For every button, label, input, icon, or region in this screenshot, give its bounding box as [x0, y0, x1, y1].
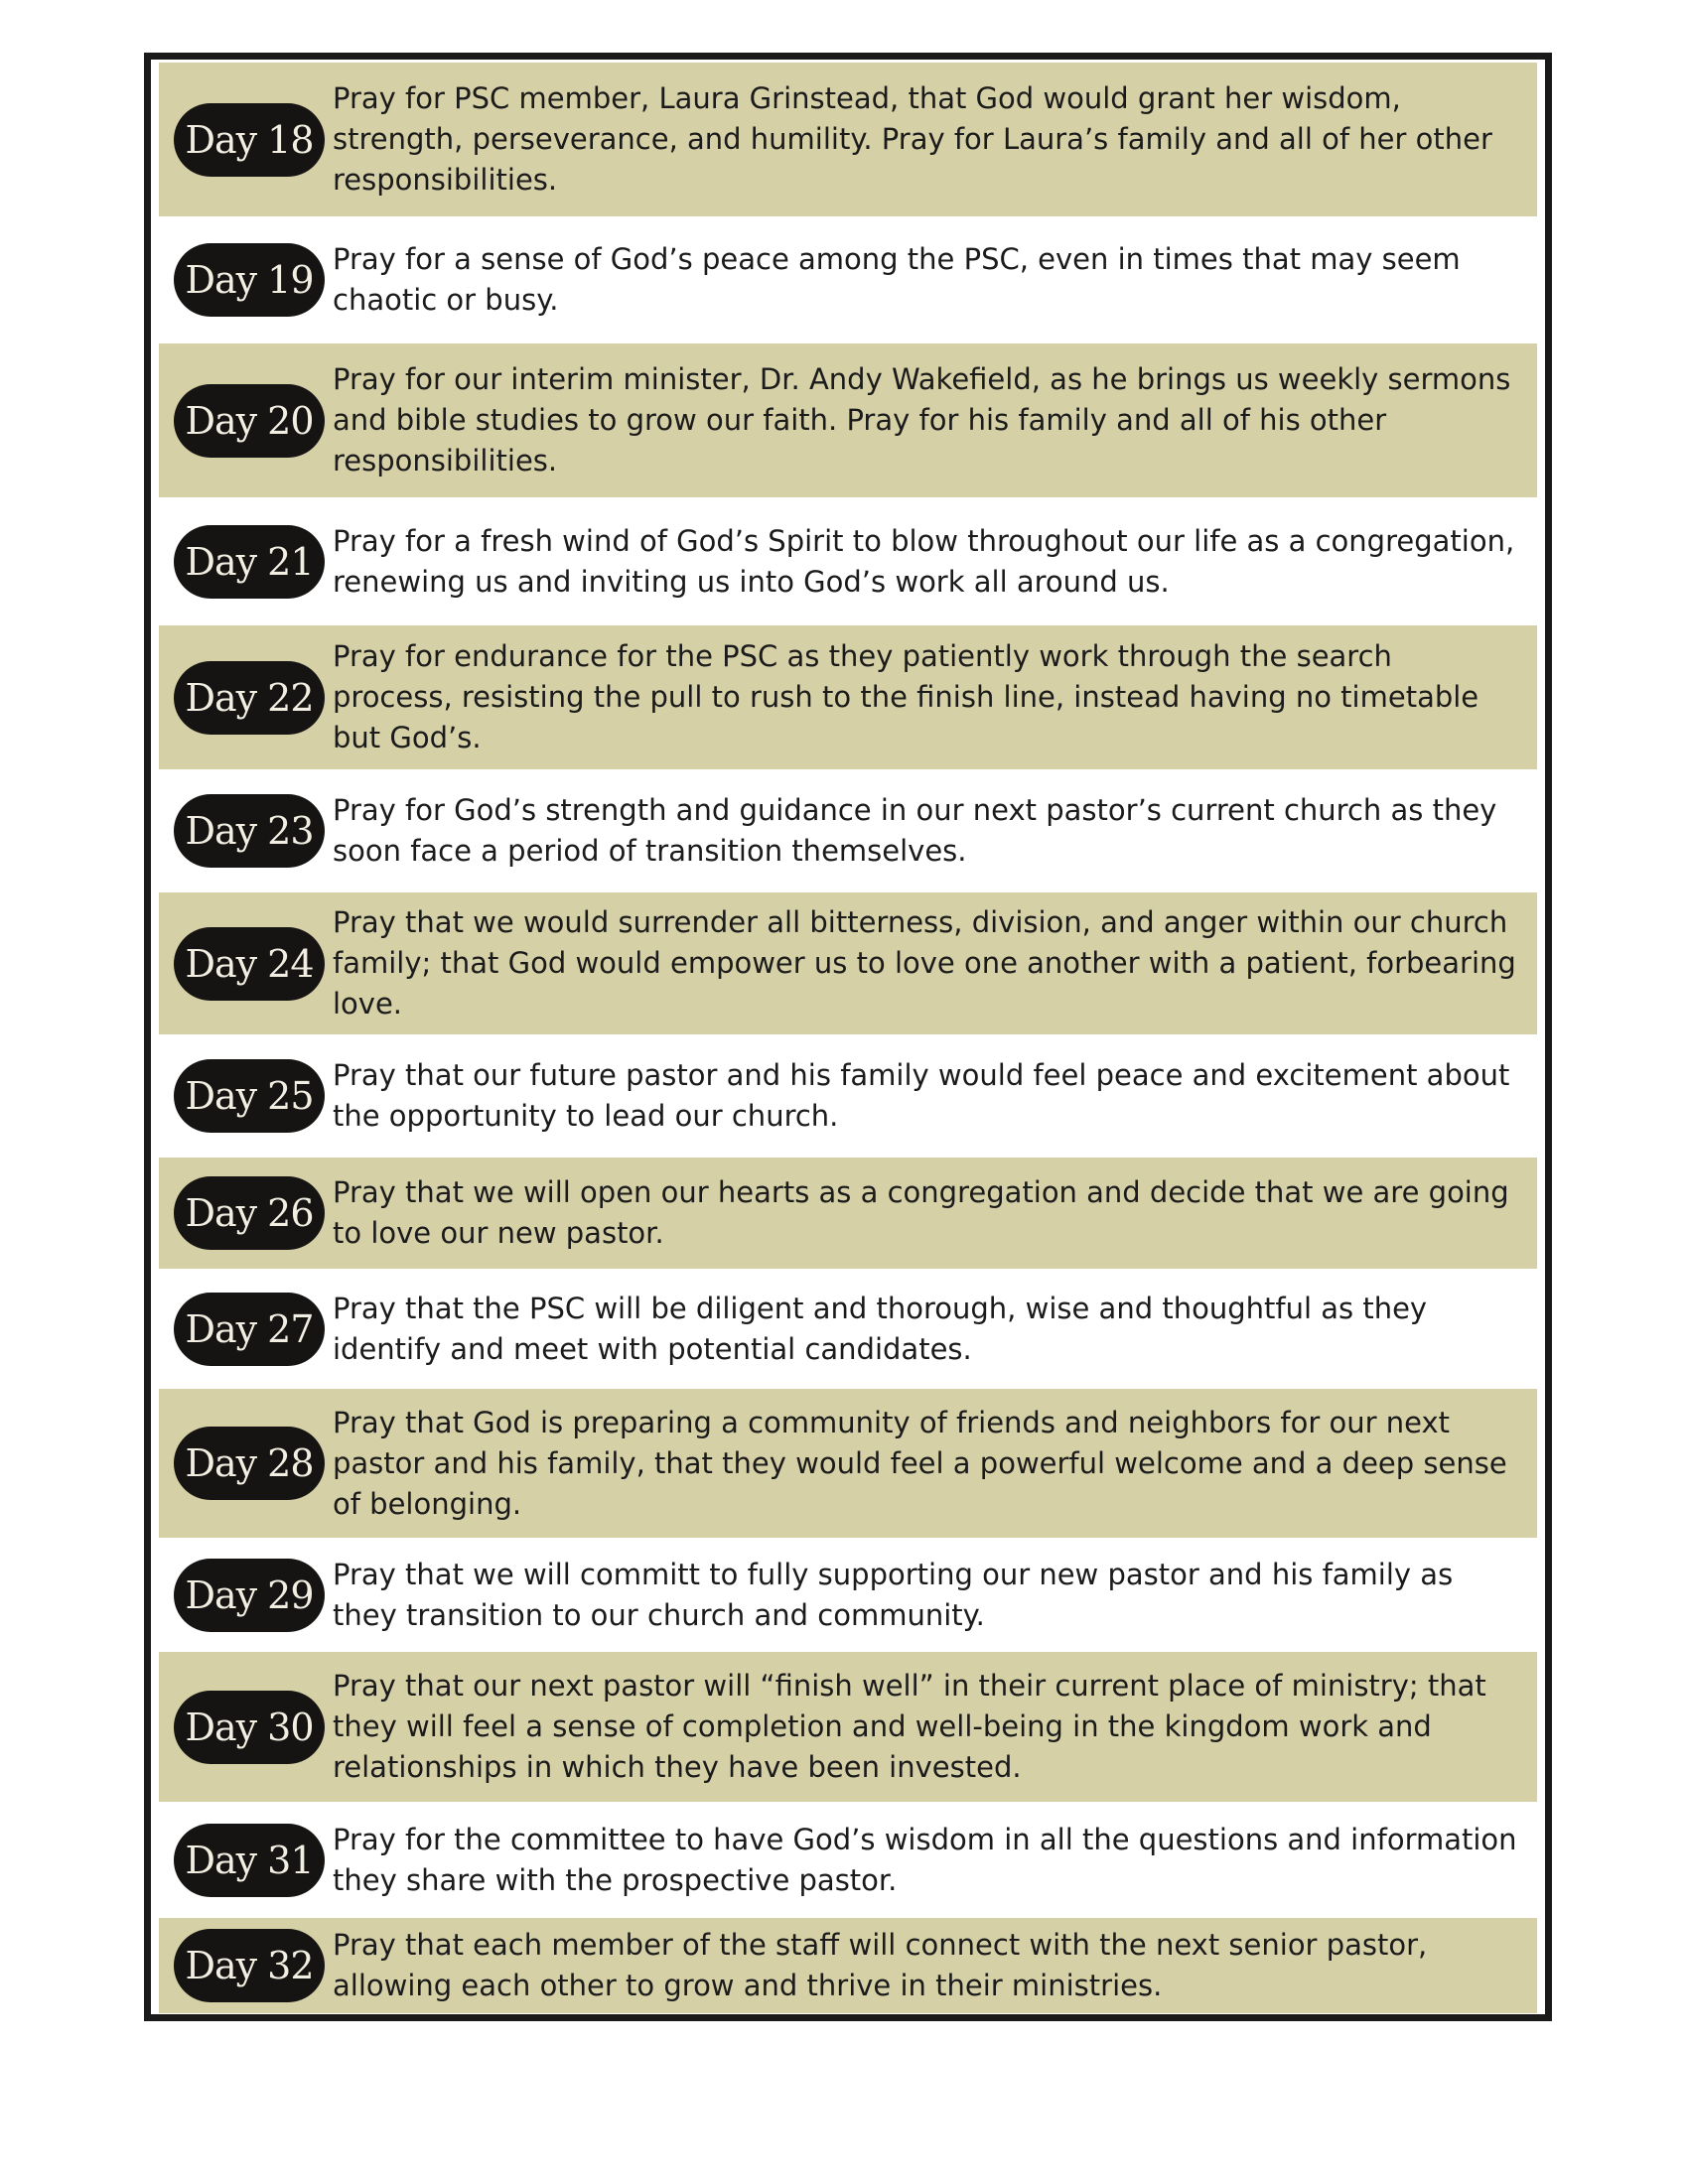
day-badge: Day 18	[174, 103, 325, 177]
day-row-26	[159, 1158, 1537, 1269]
prayer-calendar-frame	[144, 53, 1552, 2021]
day-badge: Day 32	[174, 1929, 325, 2002]
day-badge: Day 30	[174, 1691, 325, 1764]
prayer-text: Pray that our next pastor will “finish well” in their current place of ministry; that they will feel a sense of completion and well-being in the kingdom work and relationships in which they have been invested.	[333, 1669, 1486, 1784]
day-badge: Day 24	[174, 927, 325, 1001]
day-badge: Day 31	[174, 1824, 325, 1897]
day-row-30	[159, 1652, 1537, 1802]
day-badge: Day 25	[174, 1059, 325, 1133]
day-row-25	[159, 1034, 1537, 1158]
day-row-23	[159, 769, 1537, 892]
prayer-text: Pray for endurance for the PSC as they patiently work through the search process, resisting the pull to rush to the finish line, instead having no timetable but God’s.	[333, 639, 1479, 754]
prayer-text: Pray for PSC member, Laura Grinstead, that God would grant her wisdom, strength, perseverance, and humility. Pray for Laura’s family and all of her other responsibilities.	[333, 81, 1492, 197]
day-badge: Day 29	[174, 1559, 325, 1632]
prayer-text: Pray for the committee to have God’s wisdom in all the questions and information they share with the prospective pastor.	[333, 1822, 1517, 1897]
day-row-28	[159, 1389, 1537, 1538]
prayer-text: Pray for a fresh wind of God’s Spirit to blow throughout our life as a congregation, renewing us and inviting us into God’s work all around us.	[333, 523, 1515, 599]
day-badge: Day 27	[174, 1293, 325, 1366]
day-row-24	[159, 892, 1537, 1034]
day-badge: Day 28	[174, 1427, 325, 1500]
prayer-text: Pray that we will committ to fully supporting our new pastor and his family as they transition to our church and community.	[333, 1557, 1454, 1632]
prayer-text: Pray that we will open our hearts as a congregation and decide that we are going to love our new pastor.	[333, 1175, 1509, 1250]
day-row-20	[159, 343, 1537, 497]
day-badge: Day 19	[174, 243, 325, 317]
day-row-19	[159, 216, 1537, 343]
day-badge: Day 22	[174, 661, 325, 735]
prayer-text: Pray for a sense of God’s peace among the PSC, even in times that may seem chaotic or busy.	[333, 242, 1461, 317]
day-badge: Day 23	[174, 794, 325, 868]
day-badge: Day 20	[174, 384, 325, 458]
prayer-text: Pray that God is preparing a community of friends and neighbors for our next pastor and his family, that they would feel a powerful welcome and a deep sense of belonging.	[333, 1405, 1507, 1521]
day-badge: Day 21	[174, 525, 325, 599]
day-row-32	[159, 1918, 1537, 2013]
prayer-text: Pray for our interim minister, Dr. Andy Wakefield, as he brings us weekly sermons and bible studies to grow our faith. Pray for his family and all of his other responsibilities.	[333, 362, 1511, 478]
day-row-27	[159, 1269, 1537, 1389]
day-row-31	[159, 1802, 1537, 1918]
prayer-text: Pray that we would surrender all bitterness, division, and anger within our church family; that God would empower us to love one another with a patient, forbearing love.	[333, 905, 1516, 1021]
day-badge: Day 26	[174, 1176, 325, 1250]
prayer-text: Pray that each member of the staff will connect with the next senior pastor, allowing each other to grow and thrive in their ministries.	[333, 1928, 1428, 2002]
prayer-text: Pray that our future pastor and his family would feel peace and excitement about the opportunity to lead our church.	[333, 1058, 1510, 1133]
day-row-29	[159, 1538, 1537, 1652]
day-row-18	[159, 63, 1537, 216]
prayer-text: Pray that the PSC will be diligent and thorough, wise and thoughtful as they identify and meet with potential candidates.	[333, 1291, 1428, 1366]
day-row-21	[159, 497, 1537, 625]
day-row-22	[159, 625, 1537, 769]
prayer-text: Pray for God’s strength and guidance in our next pastor’s current church as they soon face a period of transition themselves.	[333, 793, 1497, 868]
